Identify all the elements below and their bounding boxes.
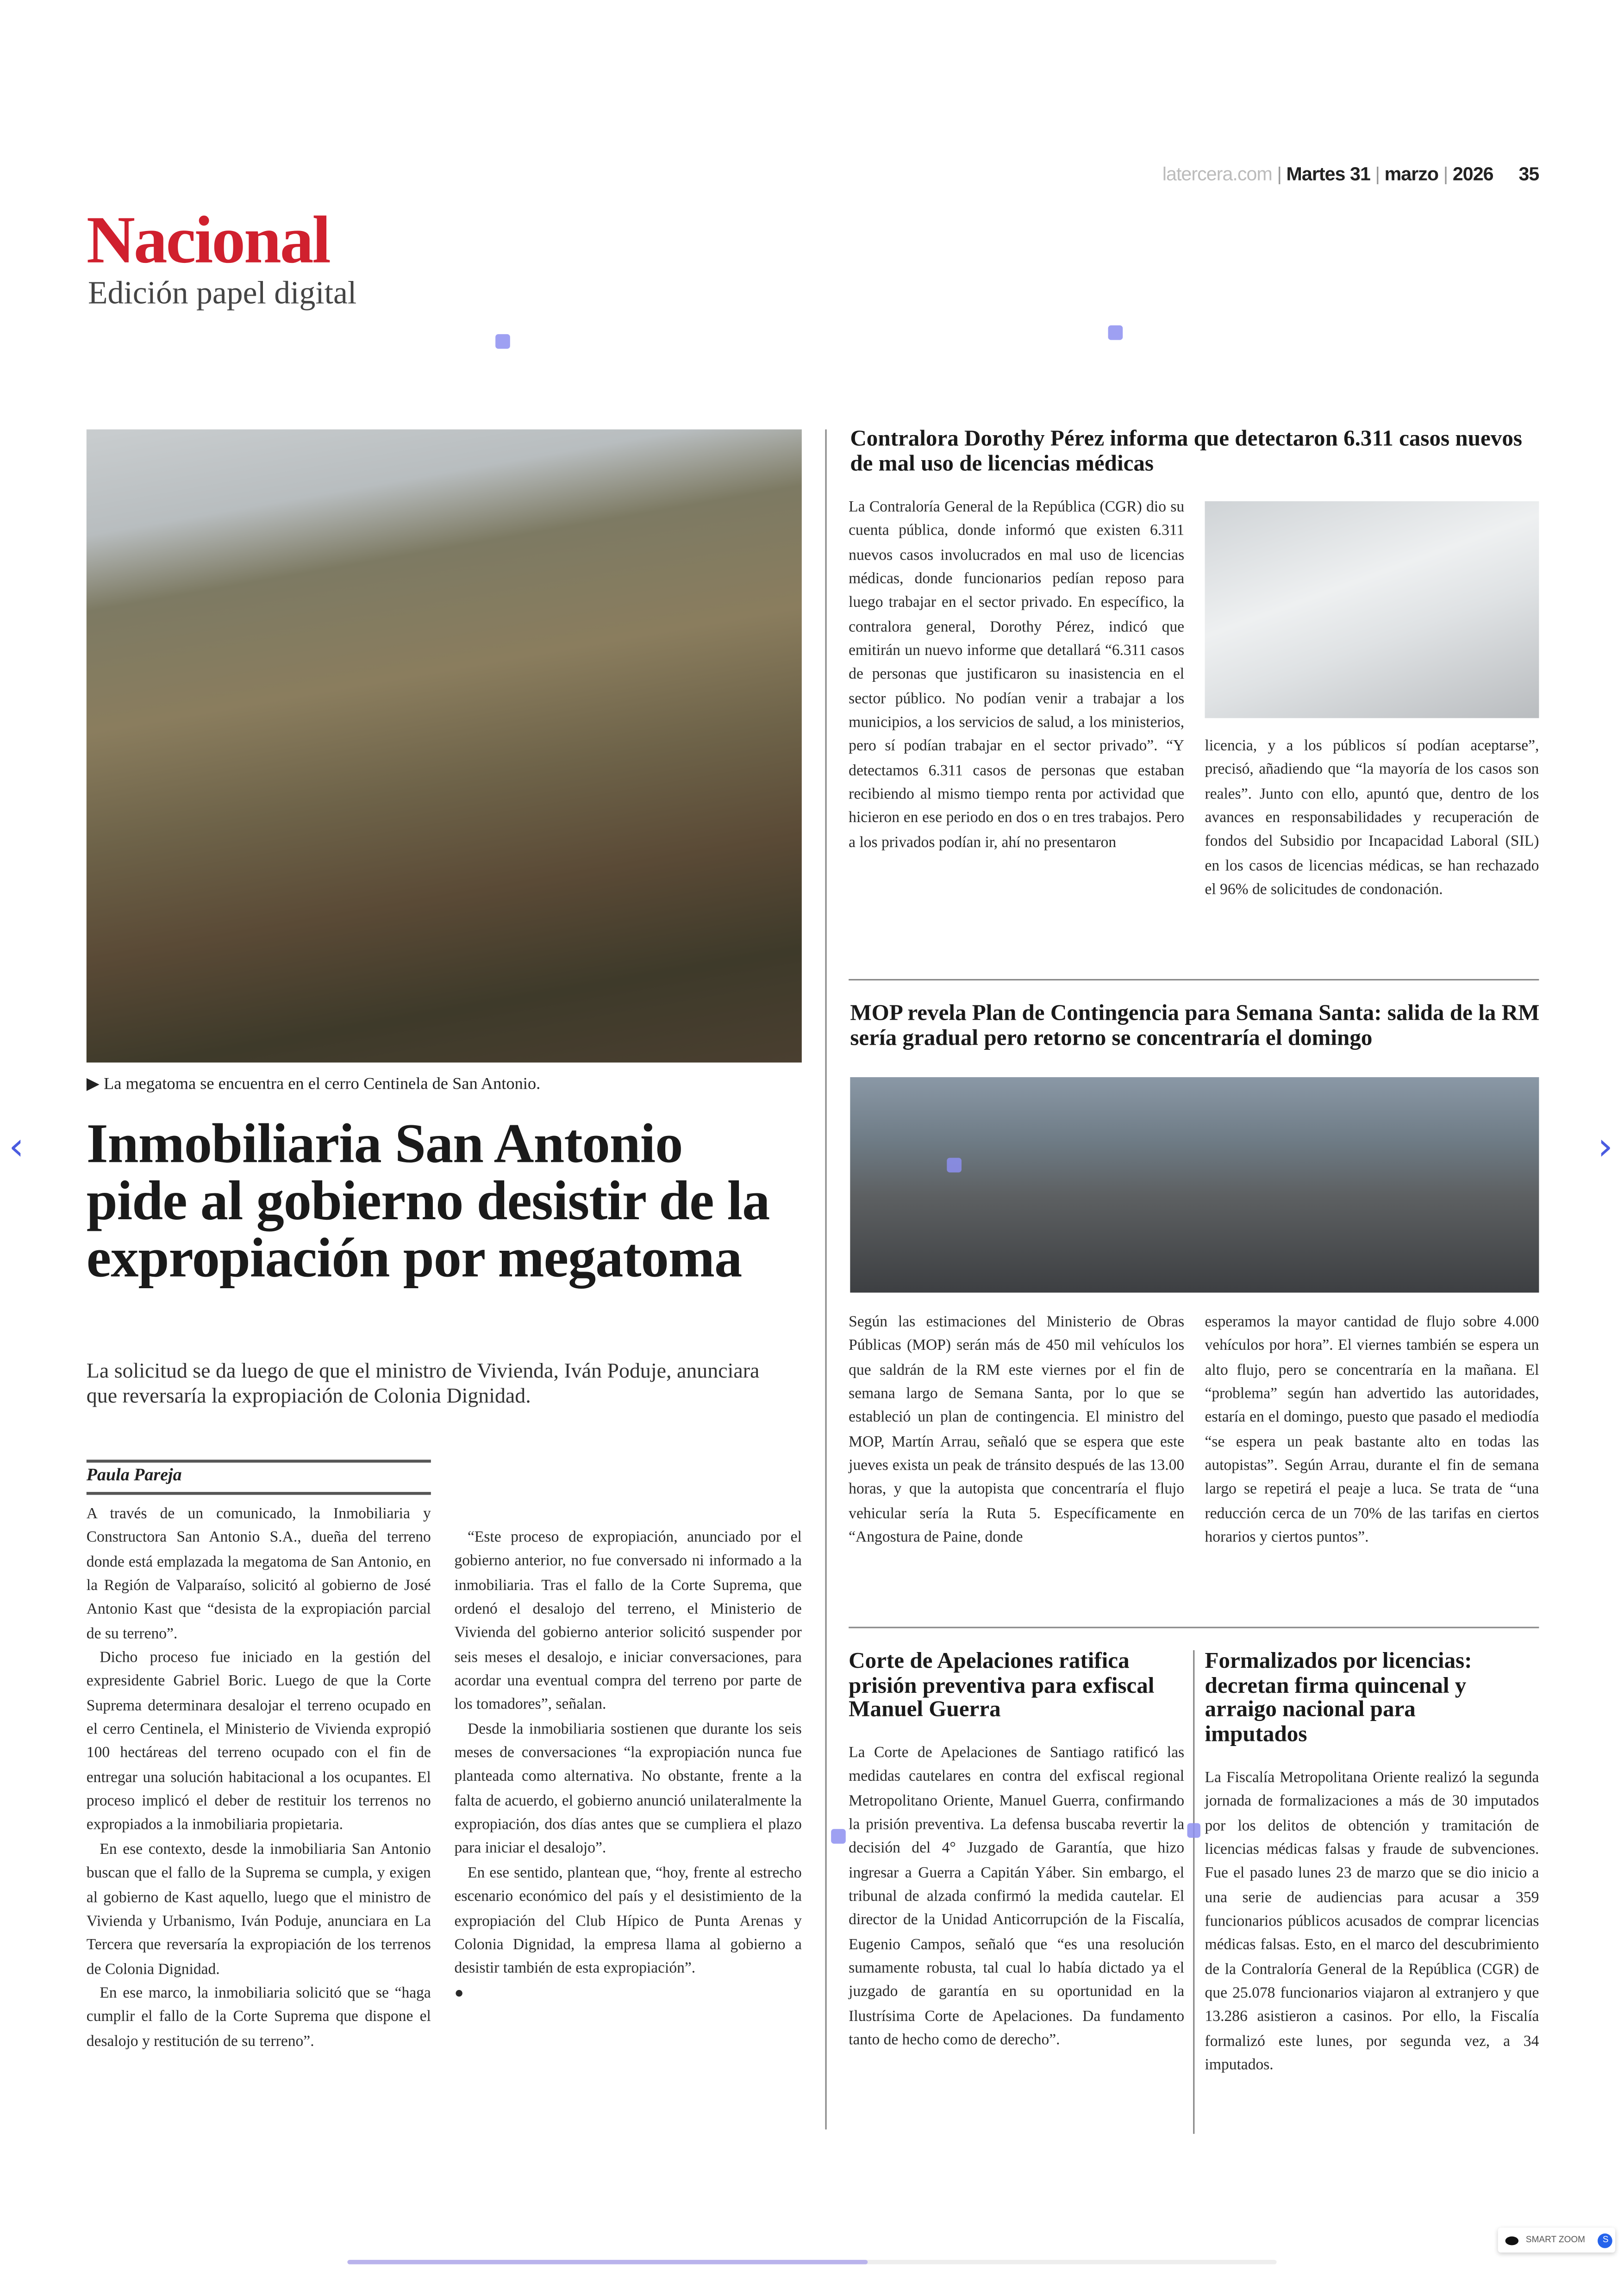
story1-col2: licencia, y a los públicos sí podían aceptarse”, precisó, añadiendo que “la mayoría de los casos son reales”. Junto con ello, apuntó que, dentro de los avances en responsabilidades y recuperación de fondos del Subsidio por Incapacidad Laboral (SIL) en los casos de licencias médicas, se han rechazado el 96% de solicitudes de condonación. xyxy=(1205,738,1539,899)
section-title: Nacional xyxy=(86,202,330,277)
header-year: 2026 xyxy=(1452,162,1493,185)
story2-headline: MOP revela Plan de Contingencia para Semana Santa: salida de la RM sería gradual pero retorno se concentraría el domingo xyxy=(850,1001,1540,1050)
annotation-marker[interactable] xyxy=(1108,325,1123,340)
annotation-marker[interactable] xyxy=(495,334,510,349)
section-subtitle: Edición papel digital xyxy=(87,274,357,311)
site-link[interactable]: latercera.com xyxy=(1162,162,1272,185)
main-article-col2: “Este proceso de expropiación, anunciado por el gobierno anterior, no fue conversado ni informado a la inmobiliaria. Tras el fallo de la Corte Suprema, que ordenó el desalojo del terreno, el Ministerio de Vivienda del gobierno anterior solicitó suspender por seis meses el desalojo, e iniciar conversaciones, para acordar una eventual compra del terreno por parte de los tomadores”, señalan. Desde la inmobiliaria sostienen que durante los seis meses de conversaciones “la expropiación nunca fue planteada como alternativa. No obstante, frente a la falta de acuerdo, el gobierno anunció unilateralmente la expropiación, dos días antes que se cumpliera el plazo para iniciar el desalojo”. En ese sentido, plantean que, “hoy, frente al estrecho escenario económico del país y el desistimiento de la expropiación del Club Hípico de Punta Arenas y Colonia Dignidad, la empresa llama al gobierno a desistir también de esta expropiación”. ● xyxy=(454,1530,802,2002)
main-article-col1: A través de un comunicado, la Inmobiliaria y Constructora San Antonio S.A., dueña del terreno donde está emplazada la megatoma de San Antonio, en la Región de Valparaíso, solicitó al gobierno de José Antonio Kast que “desista de la expropiación parcial de su terreno”. Dicho proceso fue iniciado en la gestión del expresidente Gabriel Boric. Luego de que la Corte Suprema determinara desalojar el terreno ocupado en el cerro Centinela, el Ministerio de Vivienda expropió 100 hectáreas del terreno ocupado con el fin de entregar una solución habitacional a los ocupantes. El proceso implicó el deber de restituir los terrenos no expropiados a la inmobiliaria propietaria. En ese contexto, desde la inmobiliaria San Antonio buscan que el fallo de la Suprema se cumpla, y exigen al gobierno de Kast aquello, luego que el ministro de Vivienda y Urbanismo, Iván Poduje, anunciara en La Tercera que reversaría la expropiación de los terrenos de Colonia Dignidad. En ese marco, la inmobiliaria solicitó que se “haga cumplir el fallo de la Corte Suprema que dispone el desalojo y restitución de su terreno”. xyxy=(86,1506,431,2050)
prev-page-button[interactable]: ‹ xyxy=(8,1125,24,1170)
annotation-marker[interactable] xyxy=(831,1829,846,1844)
smart-zoom-button[interactable] xyxy=(1498,2227,1615,2252)
smart-zoom-badge: S xyxy=(1598,2233,1613,2248)
medical-license-photo xyxy=(1205,501,1539,718)
horizontal-scrollbar[interactable] xyxy=(347,2260,1276,2264)
story1-headline: Contralora Dorothy Pérez informa que detectaron 6.311 casos nuevos de mal uso de licencias médicas xyxy=(850,426,1522,476)
story4-body: La Fiscalía Metropolitana Oriente realizó la segunda jornada de formalizaciones a más de 30 imputados por los delitos de obtención y tramitación de licencias médicas falsas y fraude de subvenciones. Fue el pasado lunes 23 de marzo que se dio inicio a una serie de audiencias para acusar a 359 funcionarios públicos acusados de comprar licencias médicas falsas. Esto, en el marco del descubrimiento de la Contraloría General de la República (CGR) de que 25.078 funcionarios viajaron al extranjero y que 13.286 asistieron a casinos. Por ello, la Fiscalía formalizó este lunes, por segunda vez, a 34 imputados. xyxy=(1205,1770,1539,2074)
photo-caption: ▶ La megatoma se encuentra en el cerro Centinela de San Antonio. xyxy=(86,1075,541,1093)
main-headline: Inmobiliaria San Antonio pide al gobierno desistir de la expropiación por megatoma xyxy=(86,1114,770,1290)
traffic-photo xyxy=(850,1077,1539,1292)
story1-col1: La Contraloría General de la República (CGR) dio su cuenta pública, donde informó que existen 6.311 nuevos casos involucrados en mal uso de licencias médicas, donde funcionarios pedían reposo para luego trabajar en el sector privado. En específico, la contralora general, Dorothy Pérez, indicó que emitirán un nuevo informe que detallará “6.311 casos de personas que justificaron su inasistencia en el sector público. No podían venir a trabajar a los municipios, a los servicios de salud, a los ministerios, pero sí podían trabajar en el sector privado”. “Y detectamos 6.311 casos de personas que estaban recibiendo al mismo tiempo renta por actividad que hicieron en ese periodo en dos o en tres trabajos. Pero a los privados podían ir, ahí no presentaron xyxy=(849,499,1185,851)
column-divider xyxy=(825,430,827,2130)
caption-arrow-icon: ▶ xyxy=(86,1075,104,1093)
story2-col1: Según las estimaciones del Ministerio de Obras Públicas (MOP) serán más de 450 mil vehículos los que saldrán de la RM este viernes por el fin de semana largo de Semana Santa, por lo que se estableció un plan de contingencia. El ministro del MOP, Martín Arrau, señaló que se espera que este jueves exista un peak de tránsito después de las 13.00 horas, y que la autopista que concentraría el flujo vehicular sería la Ruta 5. Específicamente en “Angostura de Paine, donde xyxy=(849,1314,1185,1547)
scrollbar-thumb[interactable] xyxy=(347,2260,868,2264)
annotation-marker[interactable] xyxy=(947,1158,962,1172)
header-day: Martes 31 xyxy=(1286,162,1370,185)
story4-headline: Formalizados por licencias: decretan firma quincenal y arraigo nacional para imputados xyxy=(1205,1648,1472,1746)
smart-zoom-label: SMART ZOOM xyxy=(1525,2235,1585,2245)
header-month: marzo xyxy=(1384,162,1439,185)
page-header: latercera.com | Martes 31 | marzo | 2026 35 xyxy=(1162,162,1539,185)
annotation-marker[interactable] xyxy=(1187,1823,1200,1838)
story3-body: La Corte de Apelaciones de Santiago ratificó las medidas cautelares en contra del exfiscal regional Metropolitano Oriente, Manuel Guerra, confirmando la prisión preventiva. La defensa buscaba revertir la decisión del 4° Juzgado de Garantía, que hizo ingresar a Guerra a Capitán Yáber. Sin embargo, el tribunal de alzada confirmó la medida cautelar. El director de la Unidad Anticorrupción de la Fiscalía, Eugenio Campos, señaló que “es una resolución sumamente robusta, tal cual lo había dictado ya el juzgado de garantía en su oportunidad en la Ilustrísima Corte de Apelaciones. Da fundamento tanto de hecho como de derecho”. xyxy=(849,1745,1185,2049)
page-number: 35 xyxy=(1518,162,1539,185)
end-mark-icon: ● xyxy=(454,1985,464,2002)
eye-icon xyxy=(1505,2236,1518,2245)
story3-headline: Corte de Apelaciones ratifica prisión preventiva para exfiscal Manuel Guerra xyxy=(849,1648,1155,1722)
main-deck: La solicitud se da luego de que el ministro de Vivienda, Iván Poduje, anunciara que reversaría la expropiación de Colonia Dignidad. xyxy=(86,1360,760,1409)
megatoma-photo xyxy=(87,430,802,1063)
story2-col2: esperamos la mayor cantidad de flujo sobre 4.000 vehículos por hora”. El viernes también se espera un alto flujo, pero se concentraría en la mañana. El “problema” según han advertido las autoridades, estaría en el domingo, puesto que pasado el mediodía “se espera un peak bastante alto en todas las autopistas”. Según Arrau, durante el fin de semana largo se repetirá el peaje a luca. Se trata de “una reducción cerca de un 70% de las tarifas en ciertos horarios y ciertos puntos”. xyxy=(1205,1314,1539,1547)
byline: Paula Pareja xyxy=(86,1464,182,1485)
next-page-button[interactable]: › xyxy=(1598,1125,1613,1170)
